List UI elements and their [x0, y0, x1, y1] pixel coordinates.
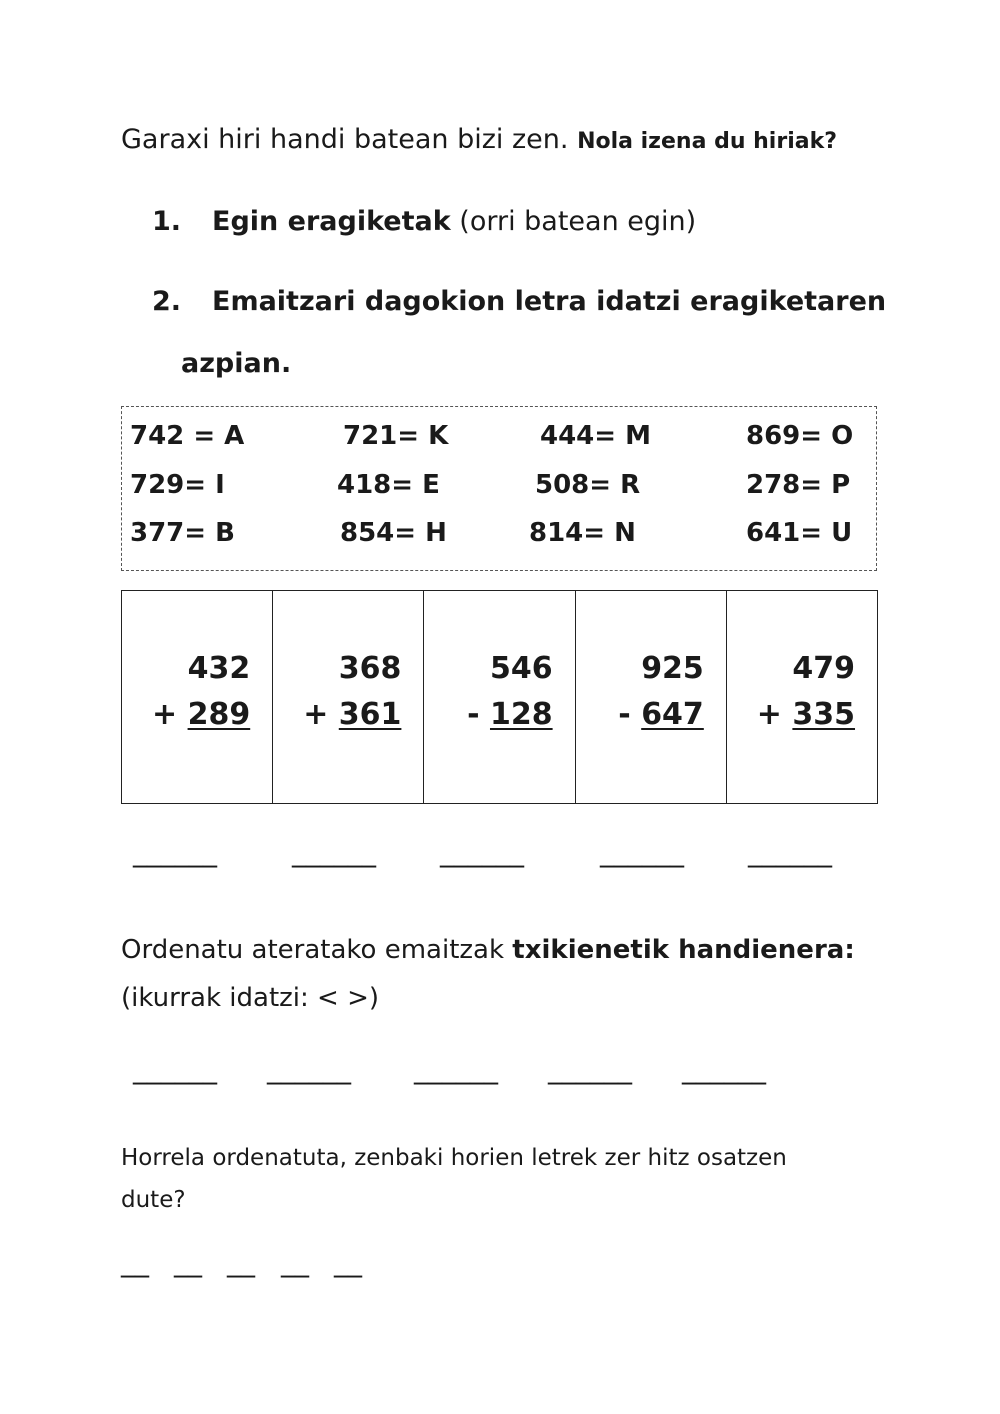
- operation-cell: [727, 591, 877, 803]
- key-item: 508= R: [535, 470, 641, 500]
- operand-value: 335: [792, 697, 856, 732]
- step-1: [152, 206, 696, 237]
- order-blank[interactable]: ______: [682, 1052, 766, 1085]
- operand-bottom: [152, 697, 250, 732]
- step-bold: Egin eragiketak: [212, 206, 451, 237]
- operand-top: 368: [338, 651, 402, 686]
- order-blank[interactable]: ______: [414, 1052, 498, 1085]
- operand-top: 479: [792, 651, 856, 686]
- operator-sign: -: [467, 697, 480, 732]
- intro-line: [121, 124, 837, 155]
- order-blank[interactable]: ______: [548, 1052, 632, 1085]
- key-item: 721= K: [343, 421, 449, 451]
- key-item: 418= E: [337, 470, 440, 500]
- order-blank[interactable]: ______: [267, 1052, 351, 1085]
- operations-table: [121, 590, 878, 804]
- operator-sign: +: [303, 697, 329, 732]
- key-item: 729= I: [130, 470, 225, 500]
- word-question-line2: dute?: [121, 1187, 186, 1213]
- key-item: 742 = A: [130, 421, 245, 451]
- step-2: [152, 286, 886, 317]
- step-bold: azpian.: [181, 348, 292, 379]
- operand-top: 925: [641, 651, 704, 686]
- intro-sentence: Garaxi hiri handi batean bizi zen.: [121, 124, 569, 155]
- answer-blank[interactable]: ______: [133, 835, 217, 868]
- letter-blank[interactable]: __: [334, 1245, 362, 1278]
- operand-value: 647: [641, 697, 704, 732]
- operand-value: 289: [187, 697, 251, 732]
- order-colon: :: [844, 935, 855, 965]
- step-number: 2.: [152, 286, 182, 317]
- order-hint: (ikurrak idatzi: < >): [121, 983, 380, 1013]
- operator-sign: +: [756, 697, 782, 732]
- key-item: 377= B: [130, 518, 235, 548]
- letter-blank[interactable]: __: [174, 1245, 202, 1278]
- word-question-line1: Horrela ordenatuta, zenbaki horien letrek zer hitz osatzen: [121, 1145, 787, 1171]
- operation-cell: [122, 591, 273, 803]
- key-item: 814= N: [529, 518, 636, 548]
- operand-top: 546: [489, 651, 553, 686]
- key-item: 854= H: [340, 518, 447, 548]
- order-bold: txikienetik handienera: [512, 935, 845, 965]
- key-item: 869= O: [746, 421, 854, 451]
- letter-blank[interactable]: __: [281, 1245, 309, 1278]
- operand-bottom: [467, 697, 553, 732]
- operand-top: 432: [187, 651, 251, 686]
- key-item: 444= M: [540, 421, 651, 451]
- operand-bottom: [757, 697, 855, 732]
- answer-blank[interactable]: ______: [292, 835, 376, 868]
- key-item: 278= P: [746, 470, 851, 500]
- operator-sign: +: [151, 697, 178, 732]
- intro-question: Nola izena du hiriak?: [577, 129, 837, 154]
- step-number: 1.: [152, 206, 182, 237]
- order-text: Ordenatu ateratako emaitzak: [121, 935, 513, 965]
- letter-blank[interactable]: __: [121, 1245, 149, 1278]
- operator-sign: -: [618, 697, 631, 732]
- key-item: 641= U: [746, 518, 853, 548]
- operation-cell: [273, 591, 424, 803]
- answer-blank[interactable]: ______: [600, 835, 684, 868]
- operand-value: 128: [489, 697, 553, 732]
- operation-cell: [424, 591, 575, 803]
- order-blank[interactable]: ______: [133, 1052, 217, 1085]
- operand-bottom: [303, 697, 401, 732]
- operand-bottom: [618, 697, 704, 732]
- operand-value: 361: [338, 697, 402, 732]
- answer-blank[interactable]: ______: [748, 835, 832, 868]
- step-bold: Emaitzari dagokion letra idatzi eragiketaren: [212, 286, 887, 317]
- step-2-continued: [181, 348, 291, 379]
- order-instruction: [121, 935, 855, 965]
- letter-blank[interactable]: __: [227, 1245, 255, 1278]
- step-rest: (orri batean egin): [450, 206, 697, 237]
- operation-cell: [576, 591, 727, 803]
- answer-blank[interactable]: ______: [440, 835, 524, 868]
